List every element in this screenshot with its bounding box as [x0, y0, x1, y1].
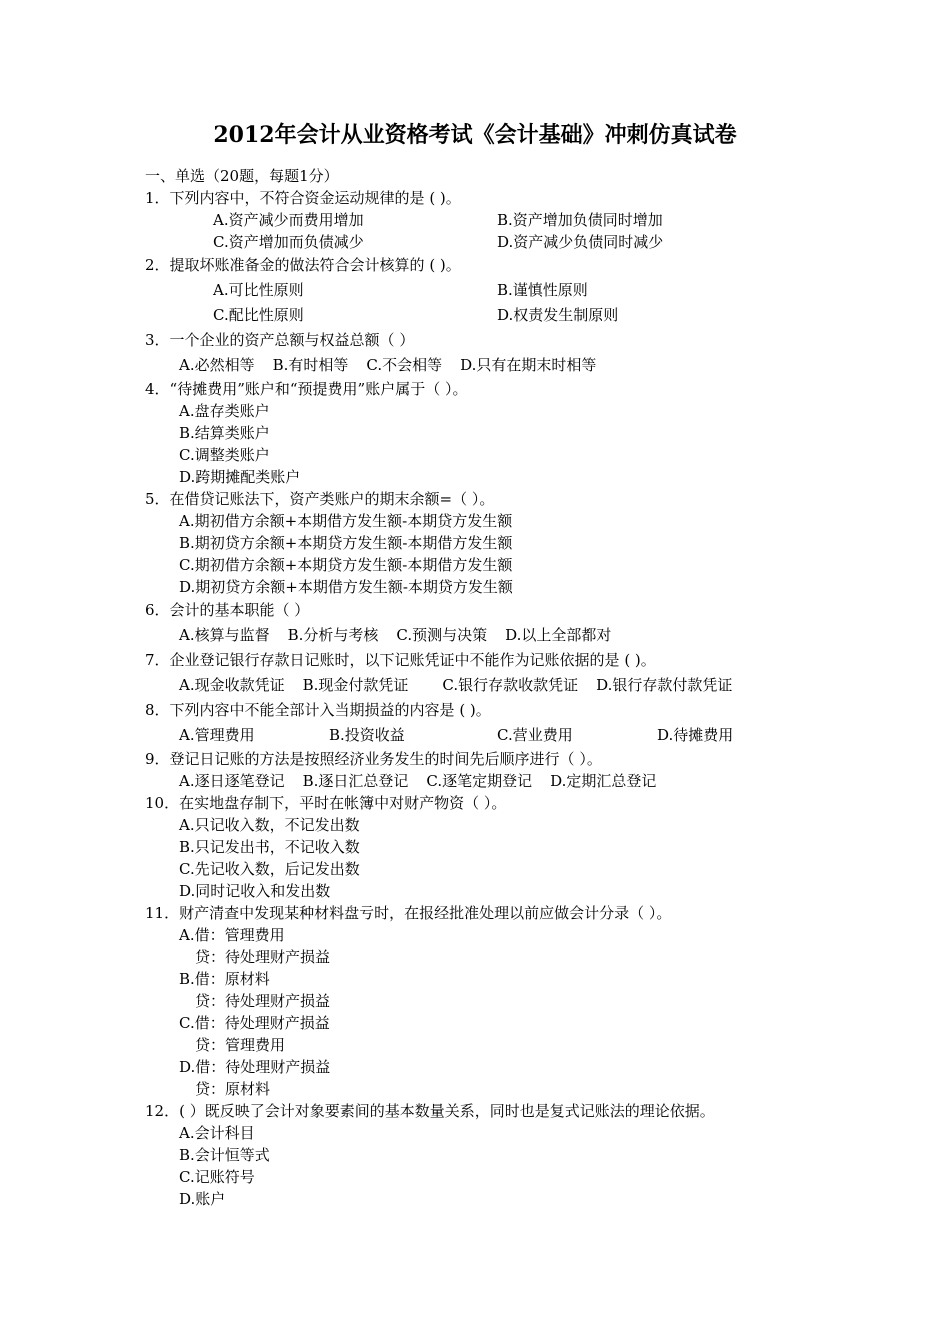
option: B.谨慎性原则	[497, 281, 588, 299]
question-7: 7．企业登记银行存款日记账时，以下记账凭证中不能作为记账依据的是 ( )。	[145, 651, 656, 669]
option-credit-line: 贷：待处理财产损益	[195, 992, 331, 1010]
question-11: 11．财产清查中发现某种材料盘亏时，在报经批准处理以前应做会计分录（ ）。	[145, 904, 672, 922]
question-6: 6．会计的基本职能（ ）	[145, 601, 310, 619]
option: C.不会相等	[366, 356, 443, 374]
option: D.以上全部都对	[505, 626, 612, 644]
option-credit-line: 贷：管理费用	[195, 1036, 286, 1054]
option: A.现金收款凭证	[179, 676, 285, 694]
question-12: 12．( ）既反映了会计对象要素间的基本数量关系，同时也是复式记账法的理论依据。	[145, 1102, 715, 1120]
options-row	[145, 209, 825, 231]
option: C.预测与决策	[396, 626, 488, 644]
option: A.会计科目	[179, 1124, 255, 1142]
page-title: 2012年会计从业资格考试《会计基础》冲刺仿真试卷	[213, 122, 737, 148]
options-row	[145, 673, 825, 698]
question-9: 9．登记日记账的方法是按照经济业务发生的时间先后顺序进行（ ）。	[145, 750, 602, 768]
option: C.期初借方余额+本期贷方发生额-本期借方发生额	[179, 556, 513, 574]
question-4: 4．“待摊费用”账户和“预提费用”账户属于（ ）。	[145, 380, 468, 398]
option: C.营业费用	[497, 726, 573, 744]
options-row	[145, 723, 825, 748]
option: A.盘存类账户	[179, 402, 270, 420]
option: A.期初借方余额+本期借方发生额-本期贷方发生额	[179, 512, 513, 530]
question-3: 3．一个企业的资产总额与权益总额（ ）	[145, 331, 415, 349]
option: D.资产减少负债同时减少	[497, 233, 664, 251]
option: B.有时相等	[272, 356, 349, 374]
option: B.分析与考核	[287, 626, 379, 644]
options-row	[145, 303, 825, 328]
options-row	[145, 231, 825, 253]
option: B.逐日汇总登记	[302, 772, 409, 790]
option: D.账户	[179, 1190, 226, 1208]
option: D.期初贷方余额+本期借方发生额-本期贷方发生额	[179, 578, 513, 596]
option: D.借：待处理财产损益	[179, 1058, 331, 1076]
option: A.资产减少而费用增加	[213, 211, 364, 229]
option: A.逐日逐笔登记	[179, 772, 285, 790]
question-8: 8．下列内容中不能全部计入当期损益的内容是 ( )。	[145, 701, 491, 719]
option: D.同时记收入和发出数	[179, 882, 331, 900]
option: A.管理费用	[179, 726, 255, 744]
option: B.投资收益	[329, 726, 405, 744]
option: D.权责发生制原则	[497, 306, 619, 324]
option: C.银行存款收款凭证	[442, 676, 579, 694]
option: C.借：待处理财产损益	[179, 1014, 330, 1032]
option: D.待摊费用	[657, 726, 734, 744]
option: B.资产增加负债同时增加	[497, 211, 663, 229]
option: A.只记收入数，不记发出数	[179, 816, 360, 834]
options-row	[145, 353, 825, 378]
option: D.银行存款付款凭证	[596, 676, 733, 694]
option-credit-line: 贷：原材料	[195, 1080, 271, 1098]
option: D.跨期摊配类账户	[179, 468, 301, 486]
option: A.借：管理费用	[179, 926, 285, 944]
option: B.期初贷方余额+本期贷方发生额-本期借方发生额	[179, 534, 513, 552]
question-5: 5．在借贷记账法下，资产类账户的期末余额=（ ）。	[145, 490, 495, 508]
options-row	[145, 623, 825, 648]
option: A.必然相等	[179, 356, 255, 374]
option: C.资产增加而负债减少	[213, 233, 364, 251]
option: D.定期汇总登记	[550, 772, 657, 790]
option: B.现金付款凭证	[302, 676, 409, 694]
option: A.核算与监督	[179, 626, 270, 644]
question-2: 2．提取坏账准备金的做法符合会计核算的 ( )。	[145, 256, 461, 274]
question-list	[145, 165, 825, 1210]
option: C.记账符号	[179, 1168, 255, 1186]
option: A.可比性原则	[213, 281, 304, 299]
option: C.先记收入数，后记发出数	[179, 860, 360, 878]
option: C.配比性原则	[213, 306, 304, 324]
option: D.只有在期末时相等	[460, 356, 597, 374]
option: B.会计恒等式	[179, 1146, 270, 1164]
section-heading: 一、单选（20题，每题1分）	[145, 167, 339, 185]
option: C.逐笔定期登记	[426, 772, 533, 790]
question-10: 10．在实地盘存制下，平时在帐簿中对财产物资（ ）。	[145, 794, 507, 812]
options-row	[145, 770, 825, 792]
option: B.只记发出书，不记收入数	[179, 838, 360, 856]
option: C.调整类账户	[179, 446, 270, 464]
options-row	[145, 278, 825, 303]
question-1: 1．下列内容中，不符合资金运动规律的是 ( )。	[145, 189, 461, 207]
option: B.借：原材料	[179, 970, 270, 988]
option-credit-line: 贷：待处理财产损益	[195, 948, 331, 966]
option: B.结算类账户	[179, 424, 270, 442]
